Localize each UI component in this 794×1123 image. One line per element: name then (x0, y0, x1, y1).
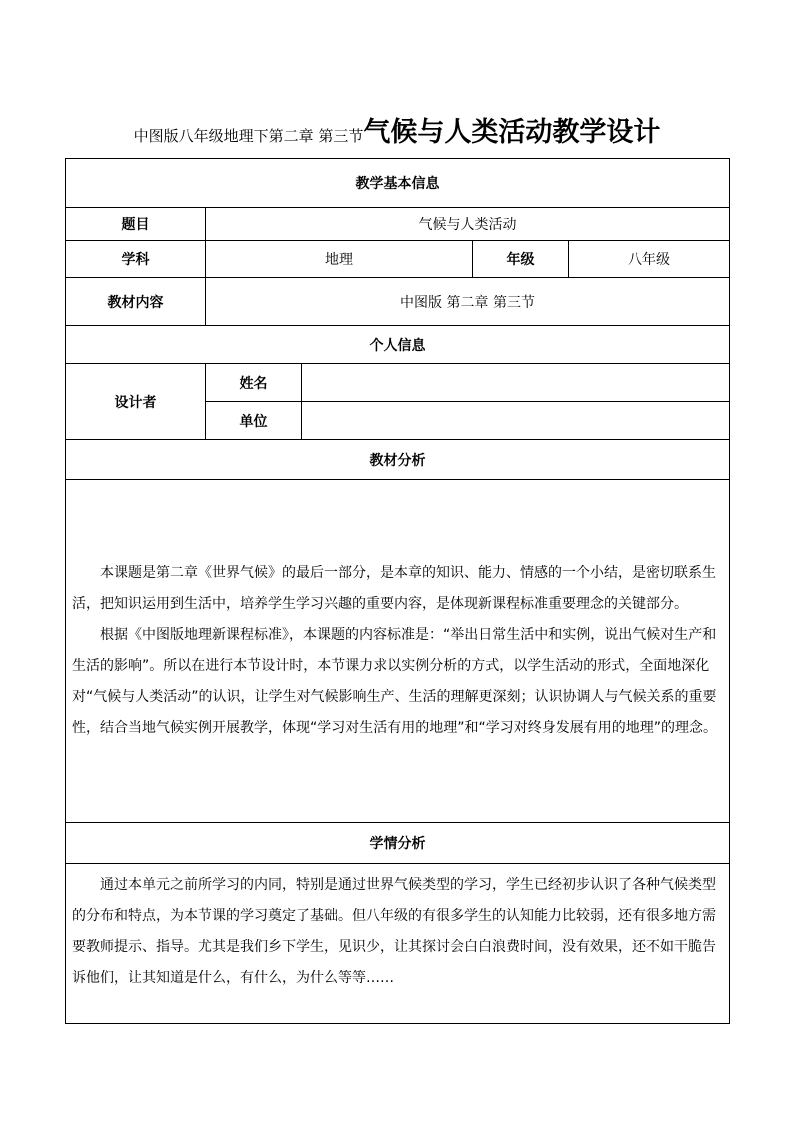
student-analysis-body-row (66, 864, 730, 1024)
material-analysis-body-row (66, 480, 730, 823)
material-analysis-heading-row (66, 440, 730, 480)
grade-value: 八年级 (569, 241, 730, 278)
unit-value (302, 402, 730, 440)
subject-row (66, 241, 730, 278)
material-value: 中图版 第二章 第三节 (206, 278, 730, 326)
designer-label: 设计者 (66, 364, 206, 440)
document-title-main: 气候与人类活动教学设计 (363, 117, 661, 148)
student-analysis-heading: 学情分析 (66, 823, 730, 864)
material-analysis-paragraph: 本课题是第二章《世界气候》的最后一部分，是本章的知识、能力、情感的一个小结，是密切联系生活，把知识运用到生活中，培养学生学习兴趣的重要内容，是体现新课程标准重要理念的关键部分。 (72, 565, 716, 612)
name-label: 姓名 (206, 364, 302, 402)
student-analysis-body (66, 864, 730, 1024)
basic-info-heading: 教学基本信息 (66, 159, 730, 208)
topic-row (66, 208, 730, 241)
topic-label: 题目 (66, 208, 206, 241)
material-label: 教材内容 (66, 278, 206, 326)
subject-value: 地理 (206, 241, 473, 278)
personal-info-heading: 个人信息 (66, 326, 730, 364)
lesson-plan-table (65, 158, 730, 1024)
designer-name-row (66, 364, 730, 402)
basic-info-heading-row (66, 159, 730, 208)
subject-label: 学科 (66, 241, 206, 278)
unit-label: 单位 (206, 402, 302, 440)
topic-value: 气候与人类活动 (206, 208, 730, 241)
personal-info-heading-row (66, 326, 730, 364)
material-analysis-heading: 教材分析 (66, 440, 730, 480)
student-analysis-paragraph: 通过本单元之前所学习的内同，特别是通过世界气候类型的学习，学生已经初步认识了各种气候类型的分布和特点，为本节课的学习奠定了基础。但八年级的有很多学生的认知能力比较弱，还有很多地方需要教师提示、指导。尤其是我们乡下学生，见识少，让其探讨会白白浪费时间，没有效果，还不如干脆告诉他们，让其知道是什么，有什么，为什么等等…… (72, 877, 716, 986)
grade-label: 年级 (473, 241, 569, 278)
document-title-prefix: 中图版八年级地理下第二章 第三节 (133, 127, 364, 145)
material-analysis-body (66, 480, 730, 823)
name-value (302, 364, 730, 402)
material-row (66, 278, 730, 326)
material-analysis-paragraph: 根据《中图版地理新课程标准》，本课题的内容标准是：“举出日常生活中和实例，说出气候对生产和生活的影响”。所以在进行本节设计时，本节课力求以实例分析的方式，以学生活动的形式，全面地深化对“气候与人类活动”的认识，让学生对气候影响生产、生活的理解更深刻；认识协调人与气候关系的重要性，结合当地气候实例开展教学，体现“学习对生活有用的地理”和“学习对终身发展有用的地理”的理念。 (72, 627, 718, 736)
document-title (0, 110, 794, 149)
student-analysis-heading-row (66, 823, 730, 864)
